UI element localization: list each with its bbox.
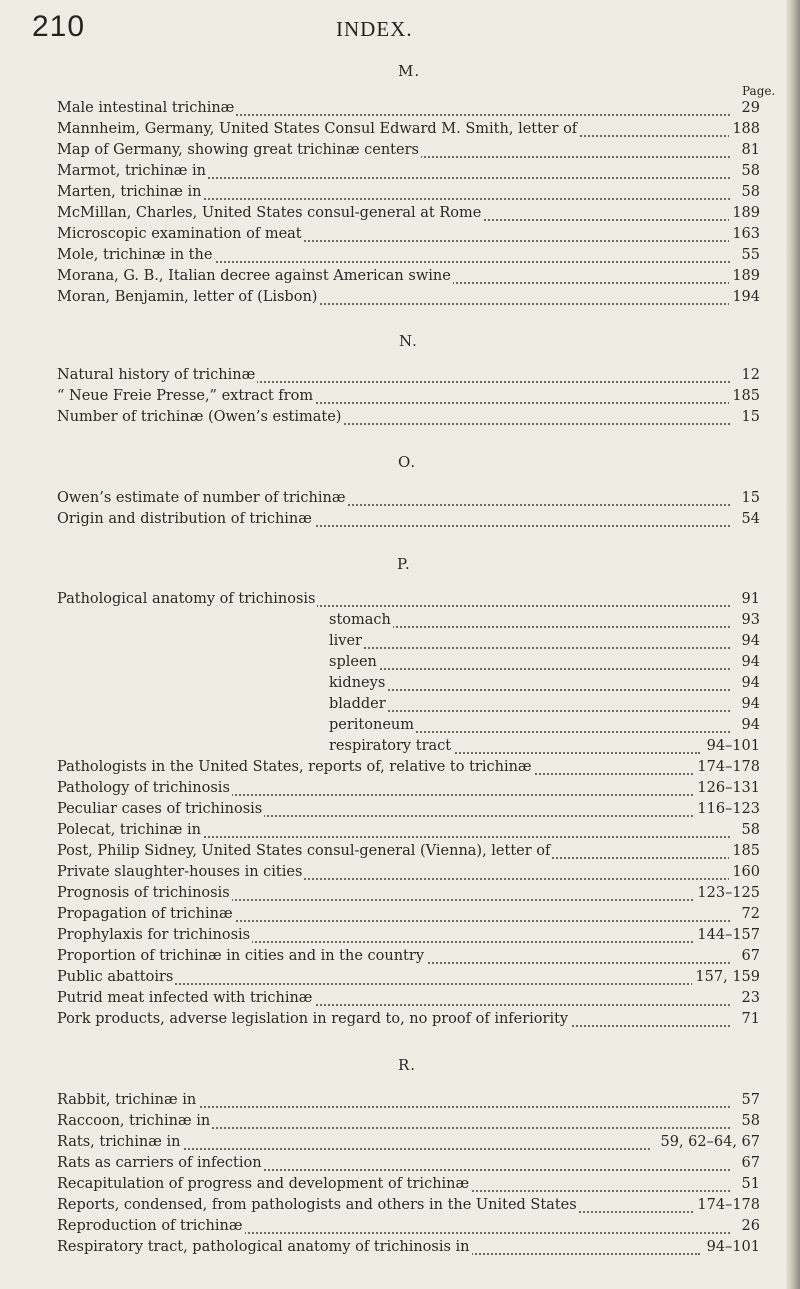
- index-entry: Reproduction of trichinæ 26: [57, 1218, 760, 1234]
- section-letter-r: R.: [398, 1056, 417, 1074]
- index-entry: Owen’s estimate of number of trichinæ 15: [57, 490, 760, 506]
- index-entry: Proportion of trichinæ in cities and in the country 67: [57, 948, 760, 964]
- page-column-label: Page.: [742, 84, 776, 98]
- index-entry: Pork products, adverse legislation in regard to, no proof of inferiority 71: [57, 1011, 760, 1027]
- index-entry: McMillan, Charles, United States consul-general at Rome 189: [57, 205, 760, 221]
- index-subentry: spleen 94: [329, 654, 760, 670]
- index-entry: Pathologists in the United States, reports of, relative to trichinæ 174–178: [57, 759, 760, 775]
- index-entry: Reports, condensed, from pathologists and others in the United States 174–178: [57, 1197, 760, 1213]
- index-subentry: liver 94: [329, 633, 760, 649]
- section-letter-n: N.: [399, 332, 418, 350]
- index-entry: Respiratory tract, pathological anatomy of trichinosis in 94–101: [57, 1239, 760, 1255]
- index-entry: Private slaughter-houses in cities 160: [57, 864, 760, 880]
- page-number: 210: [32, 10, 86, 43]
- index-entry: Mole, trichinæ in the 55: [57, 247, 760, 263]
- index-subentry: kidneys 94: [329, 675, 760, 691]
- index-entry: Pathological anatomy of trichinosis 91: [57, 591, 760, 607]
- index-entry: Origin and distribution of trichinæ 54: [57, 511, 760, 527]
- index-entry: Peculiar cases of trichinosis 116–123: [57, 801, 760, 817]
- index-entry: Prognosis of trichinosis 123–125: [57, 885, 760, 901]
- index-entry: Post, Philip Sidney, United States consul-general (Vienna), letter of 185: [57, 843, 760, 859]
- index-entry: Rabbit, trichinæ in 57: [57, 1092, 760, 1108]
- index-entry: Morana, G. B., Italian decree against American swine 189: [57, 268, 760, 284]
- page-edge: [786, 0, 800, 1289]
- index-entry: Moran, Benjamin, letter of (Lisbon) 194: [57, 289, 760, 305]
- running-title: INDEX.: [336, 17, 413, 41]
- index-subentry: bladder 94: [329, 696, 760, 712]
- index-entry: Raccoon, trichinæ in 58: [57, 1113, 760, 1129]
- index-subentry: stomach 93: [329, 612, 760, 628]
- index-entry: Polecat, trichinæ in 58: [57, 822, 760, 838]
- index-entry: Prophylaxis for trichinosis 144–157: [57, 927, 760, 943]
- index-entry: Number of trichinæ (Owen’s estimate) 15: [57, 409, 760, 425]
- index-entry: Microscopic examination of meat 163: [57, 226, 760, 242]
- index-entry: Male intestinal trichinæ 29: [57, 100, 760, 116]
- index-subentry: respiratory tract 94–101: [329, 738, 760, 754]
- index-entry: Natural history of trichinæ 12: [57, 367, 760, 383]
- index-entry: Propagation of trichinæ 72: [57, 906, 760, 922]
- index-entry: Marten, trichinæ in 58: [57, 184, 760, 200]
- index-entry: Public abattoirs 157, 159: [57, 969, 760, 985]
- index-entry: Pathology of trichinosis 126–131: [57, 780, 760, 796]
- index-entry: Rats as carriers of infection 67: [57, 1155, 760, 1171]
- index-entry: “ Neue Freie Presse,” extract from 185: [57, 388, 760, 404]
- section-letter-o: O.: [398, 453, 417, 471]
- index-entry: Marmot, trichinæ in 58: [57, 163, 760, 179]
- index-subentry: peritoneum 94: [329, 717, 760, 733]
- index-entry: Recapitulation of progress and development of trichinæ 51: [57, 1176, 760, 1192]
- section-letter-m: M.: [398, 62, 421, 80]
- index-entry: Mannheim, Germany, United States Consul Edward M. Smith, letter of 188: [57, 121, 760, 137]
- index-entry: Rats, trichinæ in 59, 62–64, 67: [57, 1134, 760, 1150]
- index-entry: Putrid meat infected with trichinæ 23: [57, 990, 760, 1006]
- index-entry: Map of Germany, showing great trichinæ centers 81: [57, 142, 760, 158]
- section-letter-p: P.: [397, 555, 411, 573]
